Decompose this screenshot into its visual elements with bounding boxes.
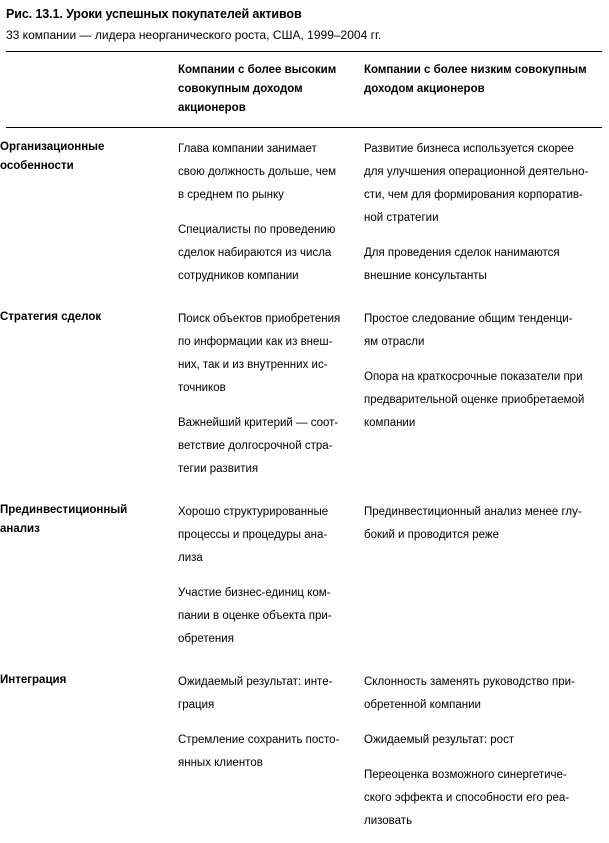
- header-cell-high-tsr: [172, 52, 362, 127]
- text-line: Ожидаемый результат: рост: [364, 734, 515, 746]
- text-line: лизовать: [364, 815, 413, 827]
- text-line: предварительной оценке приобретаемой: [364, 394, 585, 406]
- row-label-line: анализ: [0, 523, 40, 535]
- text-line: Ожидаемый результат: инте-: [178, 676, 333, 688]
- text-line: ветствие долгосрочной стра-: [178, 440, 333, 452]
- text-line: Для проведения сделок нанимаются: [364, 247, 560, 259]
- header-cell-empty: [0, 52, 172, 127]
- table-row: [0, 128, 609, 298]
- text-line: бокий и проводится реже: [364, 529, 500, 541]
- cell-paragraph: [178, 308, 348, 400]
- text-line: компании: [364, 417, 416, 429]
- row-label-line: Стратегия сделок: [0, 311, 102, 323]
- table-header-row: [0, 52, 609, 127]
- cell-paragraph: [364, 308, 603, 354]
- figure-subtitle: 33 компании — лидера неорганического роста, США, 1999–2004 гг.: [6, 28, 382, 42]
- cell-paragraph: [364, 138, 603, 230]
- row-label-line: Организационные: [0, 141, 105, 153]
- text-line: Прединвестиционный анализ менее глу-: [364, 506, 582, 518]
- text-line: Переоценка возможного синергетиче-: [364, 769, 567, 781]
- row-label-integration: [0, 661, 172, 843]
- text-line: Участие бизнес-единиц ком-: [178, 587, 331, 599]
- table-row: [0, 298, 609, 491]
- text-line: Опора на краткосрочные показатели при: [364, 371, 583, 383]
- cell-paragraph: [178, 219, 348, 288]
- cell-paragraph: [364, 671, 603, 717]
- cell-high-organizational: [172, 128, 362, 298]
- cell-paragraph: [364, 366, 603, 435]
- text-line: сти, чем для формирования корпоратив-: [364, 189, 583, 201]
- row-label-pre-investment-analysis: [0, 491, 172, 661]
- cell-high-pre-investment-analysis: [172, 491, 362, 661]
- table-body: [0, 128, 609, 843]
- text-line: по информации как из внеш-: [178, 336, 333, 348]
- text-line: Стремление сохранить посто-: [178, 734, 340, 746]
- text-line: обретенной компании: [364, 699, 481, 711]
- cell-paragraph: [178, 671, 348, 717]
- cell-high-integration: [172, 661, 362, 843]
- text-line: Хорошо структурированные: [178, 506, 329, 518]
- cell-low-deal-strategy: [362, 298, 609, 491]
- text-line: сделок набираются из числа: [178, 247, 332, 259]
- figure-caption: [0, 0, 609, 44]
- text-line: свою должность дольше, чем: [178, 166, 337, 178]
- text-line: Важнейший критерий — соот-: [178, 417, 339, 429]
- cell-low-pre-investment-analysis: [362, 491, 609, 661]
- cell-paragraph: [178, 138, 348, 207]
- text-line: тегии развития: [178, 463, 259, 475]
- text-line: ского эффекта и способности его реа-: [364, 792, 570, 804]
- header-line: Компании с более низким совокупным: [364, 64, 587, 76]
- cell-paragraph: [178, 729, 348, 775]
- text-line: Специалисты по проведению: [178, 224, 336, 236]
- row-label-deal-strategy: [0, 298, 172, 491]
- header-line: совокупным доходом: [178, 83, 303, 95]
- text-line: точников: [178, 382, 226, 394]
- row-label-line: особенности: [0, 160, 74, 172]
- lessons-table-body: [0, 128, 609, 843]
- text-line: грация: [178, 699, 215, 711]
- cell-paragraph: [364, 764, 603, 833]
- text-line: Поиск объектов приобретения: [178, 313, 341, 325]
- cell-paragraph: [364, 501, 603, 547]
- row-label-line: Интеграция: [0, 674, 67, 686]
- text-line: процессы и процедуры ана-: [178, 529, 328, 541]
- row-label-line: Прединвестиционный: [0, 504, 128, 516]
- cell-paragraph: [364, 242, 603, 288]
- header-cell-low-tsr: [362, 52, 609, 127]
- text-line: ям отрасли: [364, 336, 425, 348]
- table-row: [0, 491, 609, 661]
- text-line: сотрудников компании: [178, 270, 299, 282]
- row-label-organizational: [0, 128, 172, 298]
- text-line: них, так и из внутренних ис-: [178, 359, 328, 371]
- text-line: для улучшения операционной деятельно-: [364, 166, 589, 178]
- text-line: янных клиентов: [178, 757, 263, 769]
- text-line: Глава компании занимает: [178, 143, 317, 155]
- text-line: Склонность заменять руководство при-: [364, 676, 575, 688]
- cell-paragraph: [178, 412, 348, 481]
- lessons-table: [0, 52, 609, 127]
- table-row: [0, 661, 609, 843]
- text-line: Развитие бизнеса используется скорее: [364, 143, 574, 155]
- text-line: ной стратегии: [364, 212, 439, 224]
- cell-paragraph: [178, 501, 348, 570]
- cell-low-organizational: [362, 128, 609, 298]
- figure-title: Рис. 13.1. Уроки успешных покупателей активов: [6, 7, 302, 21]
- text-line: Простое следование общим тенденци-: [364, 313, 573, 325]
- text-line: внешние консультанты: [364, 270, 487, 282]
- cell-low-integration: [362, 661, 609, 843]
- header-line: доходом акционеров: [364, 83, 485, 95]
- cell-high-deal-strategy: [172, 298, 362, 491]
- text-line: пании в оценке объекта при-: [178, 610, 332, 622]
- cell-paragraph: [364, 729, 603, 752]
- header-line: акционеров: [178, 102, 246, 114]
- text-line: лиза: [178, 552, 203, 564]
- cell-paragraph: [178, 582, 348, 651]
- text-line: в среднем по рынку: [178, 189, 284, 201]
- header-line: Компании с более высоким: [178, 64, 337, 76]
- text-line: обретения: [178, 633, 234, 645]
